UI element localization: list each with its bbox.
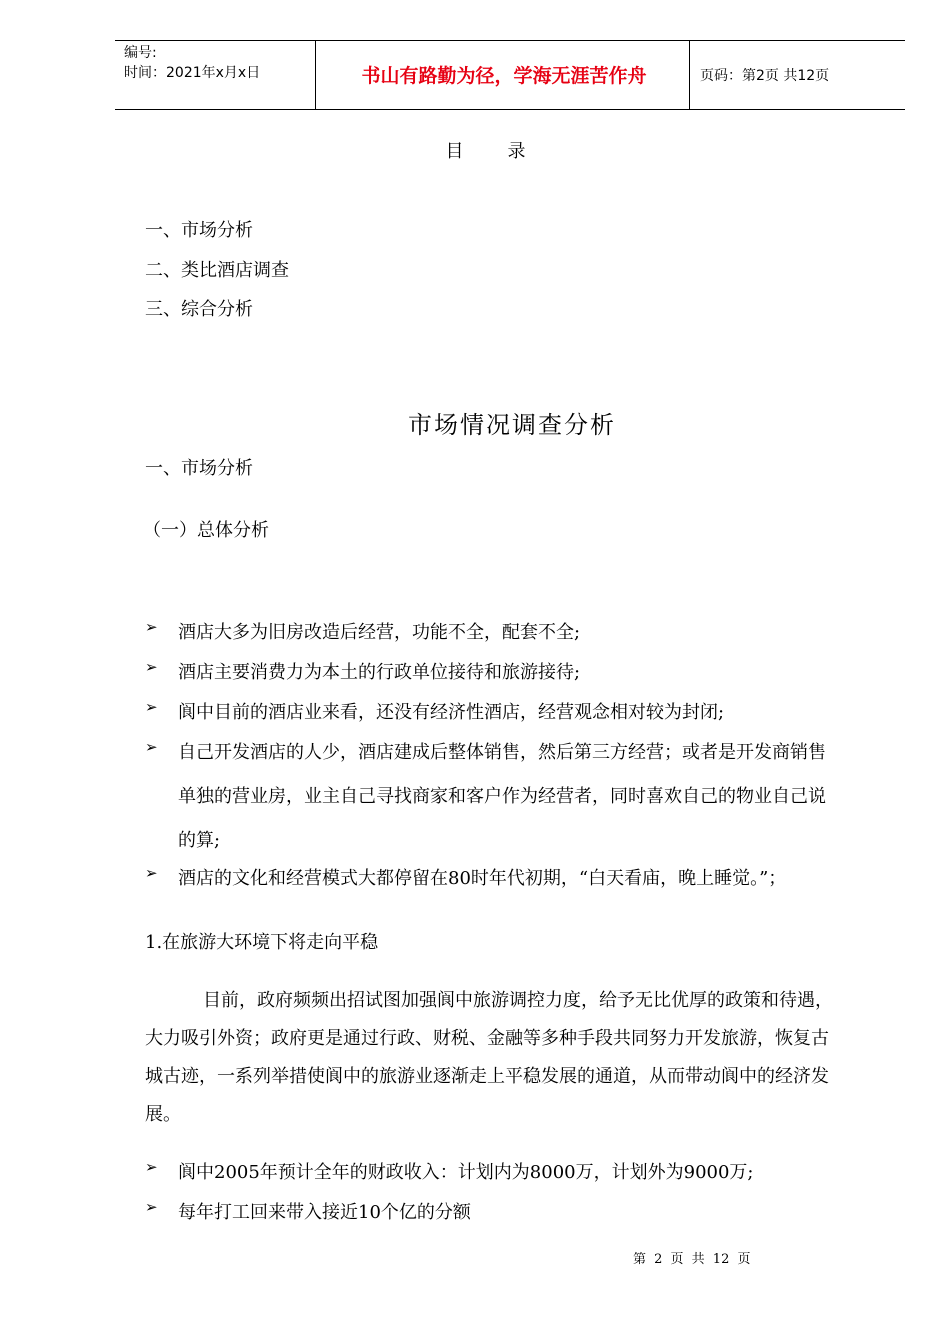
arrow-bullet-icon: ➢ [145, 738, 158, 756]
paragraph-line: 目前，政府频频出招试图加强阆中旅游调控力度，给予无比优厚的政策和待遇， [203, 990, 833, 1011]
bullet-text: 单独的营业房，业主自己寻找商家和客户作为经营者，同时喜欢自己的物业自己说 [178, 786, 826, 807]
body-paragraph [145, 983, 880, 1133]
toc-title: 目录 [445, 141, 570, 162]
bullet-text: 每年打工回来带入接近10个亿的分额 [178, 1202, 471, 1223]
toc-item: 二、类比酒店调查 [145, 260, 289, 281]
arrow-bullet-icon: ➢ [145, 1158, 158, 1176]
subsection-heading: （一）总体分析 [143, 520, 269, 541]
bullet-text: 的算; [178, 830, 221, 851]
bullet-text: 酒店大多为旧房改造后经营，功能不全，配套不全; [178, 622, 581, 643]
header-page-info: 页码：第2页 共12页 [700, 68, 830, 84]
header-divider [315, 41, 316, 109]
header-motto: 书山有路勤为径，学海无涯苦作舟 [361, 65, 647, 87]
paragraph-line: 展。 [145, 1104, 181, 1125]
arrow-bullet-icon: ➢ [145, 1198, 158, 1216]
main-title: 市场情况调查分析 [408, 411, 616, 439]
page-footer: 第 2 页 共 12 页 [633, 1252, 751, 1267]
bullet-text: 酒店的文化和经营模式大都停留在80时年代初期，“白天看庙，晚上睡觉。”； [178, 868, 787, 889]
paragraph-line: 城古迹，一系列举措使阆中的旅游业逐渐走上平稳发展的通道，从而带动阆中的经济发 [145, 1066, 829, 1087]
section-heading: 一、市场分析 [145, 458, 253, 479]
toc-item: 一、市场分析 [145, 220, 253, 241]
bullet-text: 酒店主要消费力为本土的行政单位接待和旅游接待; [178, 662, 581, 683]
item-heading: 1.在旅游大环境下将走向平稳 [145, 932, 379, 953]
arrow-bullet-icon: ➢ [145, 618, 158, 636]
header-id-label: 编号: [124, 45, 157, 61]
toc-item: 三、综合分析 [145, 299, 253, 320]
header-divider [689, 41, 690, 109]
page-header [115, 40, 905, 110]
arrow-bullet-icon: ➢ [145, 658, 158, 676]
arrow-bullet-icon: ➢ [145, 698, 158, 716]
bullet-text: 阆中目前的酒店业来看，还没有经济性酒店，经营观念相对较为封闭; [178, 702, 725, 723]
header-meta [124, 43, 260, 83]
arrow-bullet-icon: ➢ [145, 864, 158, 882]
paragraph-line: 大力吸引外资；政府更是通过行政、财税、金融等多种手段共同努力开发旅游，恢复古 [145, 1028, 829, 1049]
bullet-text: 阆中2005年预计全年的财政收入：计划内为8000万，计划外为9000万; [178, 1162, 754, 1183]
header-time-label: 时间：2021年x月x日 [124, 65, 261, 81]
bullet-text: 自己开发酒店的人少，酒店建成后整体销售，然后第三方经营；或者是开发商销售 [178, 742, 826, 763]
